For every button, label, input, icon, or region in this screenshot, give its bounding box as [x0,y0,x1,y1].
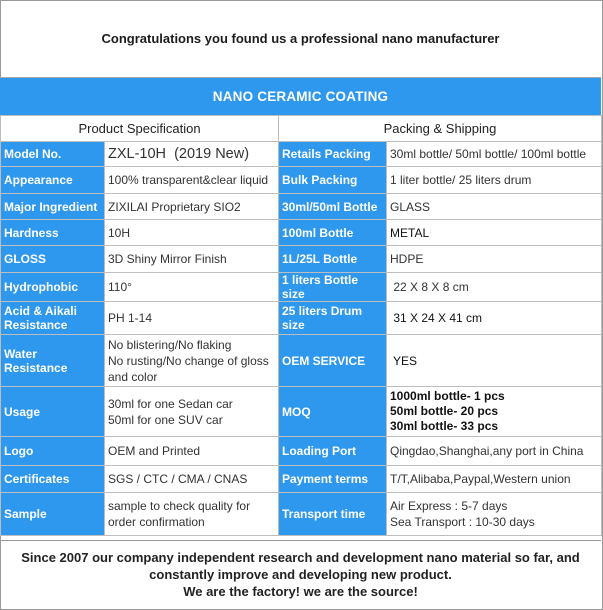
spec-value-hardness: 10H [105,220,279,246]
page-title: NANO CERAMIC COATING [0,78,601,115]
pack-label-1l-25l: 1L/25L Bottle [279,246,387,273]
table-row [1,273,602,302]
spec-label-gloss: GLOSS [1,246,105,273]
top-banner: Congratulations you found us a professional nano manufacturer [0,0,601,78]
header-product-specification: Product Specification [1,116,279,142]
table-row [1,194,602,220]
spec-value-model: ZXL-10H (2019 New) [105,142,279,167]
pack-value-drum-size: 31 X 24 X 41 cm [387,302,602,335]
spec-value-appearance: 100% transparent&clear liquid [105,167,279,194]
spec-label-sample: Sample [1,493,105,536]
spec-value-gloss: 3D Shiny Mirror Finish [105,246,279,273]
table-row [1,437,602,466]
pack-value-transport: Air Express : 5-7 days Sea Transport : 10-30 days [387,493,602,536]
table-row [1,335,602,387]
pack-value-oem: YES [387,335,602,387]
pack-label-small-bottle: 30ml/50ml Bottle [279,194,387,220]
pack-label-retails: Retails Packing [279,142,387,167]
spec-label-logo: Logo [1,437,105,466]
spec-value-logo: OEM and Printed [105,437,279,466]
spec-label-acid: Acid & Aikali Resistance [1,302,105,335]
spec-label-water: Water Resistance [1,335,105,387]
pack-label-1l-size: 1 liters Bottle size [279,273,387,302]
table-row [1,246,602,273]
table-row [1,302,602,335]
pack-value-bulk: 1 liter bottle/ 25 liters drum [387,167,602,194]
footer-statement [0,540,601,608]
pack-label-loading-port: Loading Port [279,437,387,466]
pack-label-payment: Payment terms [279,466,387,493]
spec-label-model: Model No. [1,142,105,167]
spec-label-ingredient: Major Ingredient [1,194,105,220]
footer-line-3: We are the factory! we are the source! [183,584,418,599]
spec-value-certificates: SGS / CTC / CMA / CNAS [105,466,279,493]
table-row [1,493,602,536]
spec-label-hardness: Hardness [1,220,105,246]
spec-value-ingredient: ZIXILAI Proprietary SIO2 [105,194,279,220]
pack-value-retails: 30ml bottle/ 50ml bottle/ 100ml bottle [387,142,602,167]
pack-label-transport: Transport time [279,493,387,536]
pack-label-drum-size: 25 liters Drum size [279,302,387,335]
header-packing-shipping: Packing & Shipping [279,116,602,142]
footer-line-1: Since 2007 our company independent research and development nano material so far, and [21,550,580,565]
table-header-row [1,116,602,142]
pack-value-loading-port: Qingdao,Shanghai,any port in China [387,437,602,466]
spec-value-acid: PH 1-14 [105,302,279,335]
table-row [1,142,602,167]
spec-table [0,115,602,536]
spec-value-sample: sample to check quality for order confirmation [105,493,279,536]
pack-value-1l-size: 22 X 8 X 8 cm [387,273,602,302]
table-row [1,466,602,493]
table-row [1,167,602,194]
footer-line-2: constantly improve and developing new product. [149,567,452,582]
pack-value-moq: 1000ml bottle- 1 pcs 50ml bottle- 20 pcs 30ml bottle- 33 pcs [387,387,602,437]
pack-label-moq: MOQ [279,387,387,437]
table-row [1,220,602,246]
spec-value-usage: 30ml for one Sedan car 50ml for one SUV car [105,387,279,437]
spec-label-hydrophobic: Hydrophobic [1,273,105,302]
table-row [1,387,602,437]
pack-label-bulk: Bulk Packing [279,167,387,194]
spec-label-usage: Usage [1,387,105,437]
pack-value-small-bottle: GLASS [387,194,602,220]
spec-value-hydrophobic: 110° [105,273,279,302]
spec-value-water: No blistering/No flaking No rusting/No change of gloss and color [105,335,279,387]
pack-value-payment: T/T,Alibaba,Paypal,Western union [387,466,602,493]
pack-value-1l-25l: HDPE [387,246,602,273]
spec-label-certificates: Certificates [1,466,105,493]
spec-label-appearance: Appearance [1,167,105,194]
pack-label-100ml: 100ml Bottle [279,220,387,246]
pack-value-100ml: METAL [387,220,602,246]
pack-label-oem: OEM SERVICE [279,335,387,387]
